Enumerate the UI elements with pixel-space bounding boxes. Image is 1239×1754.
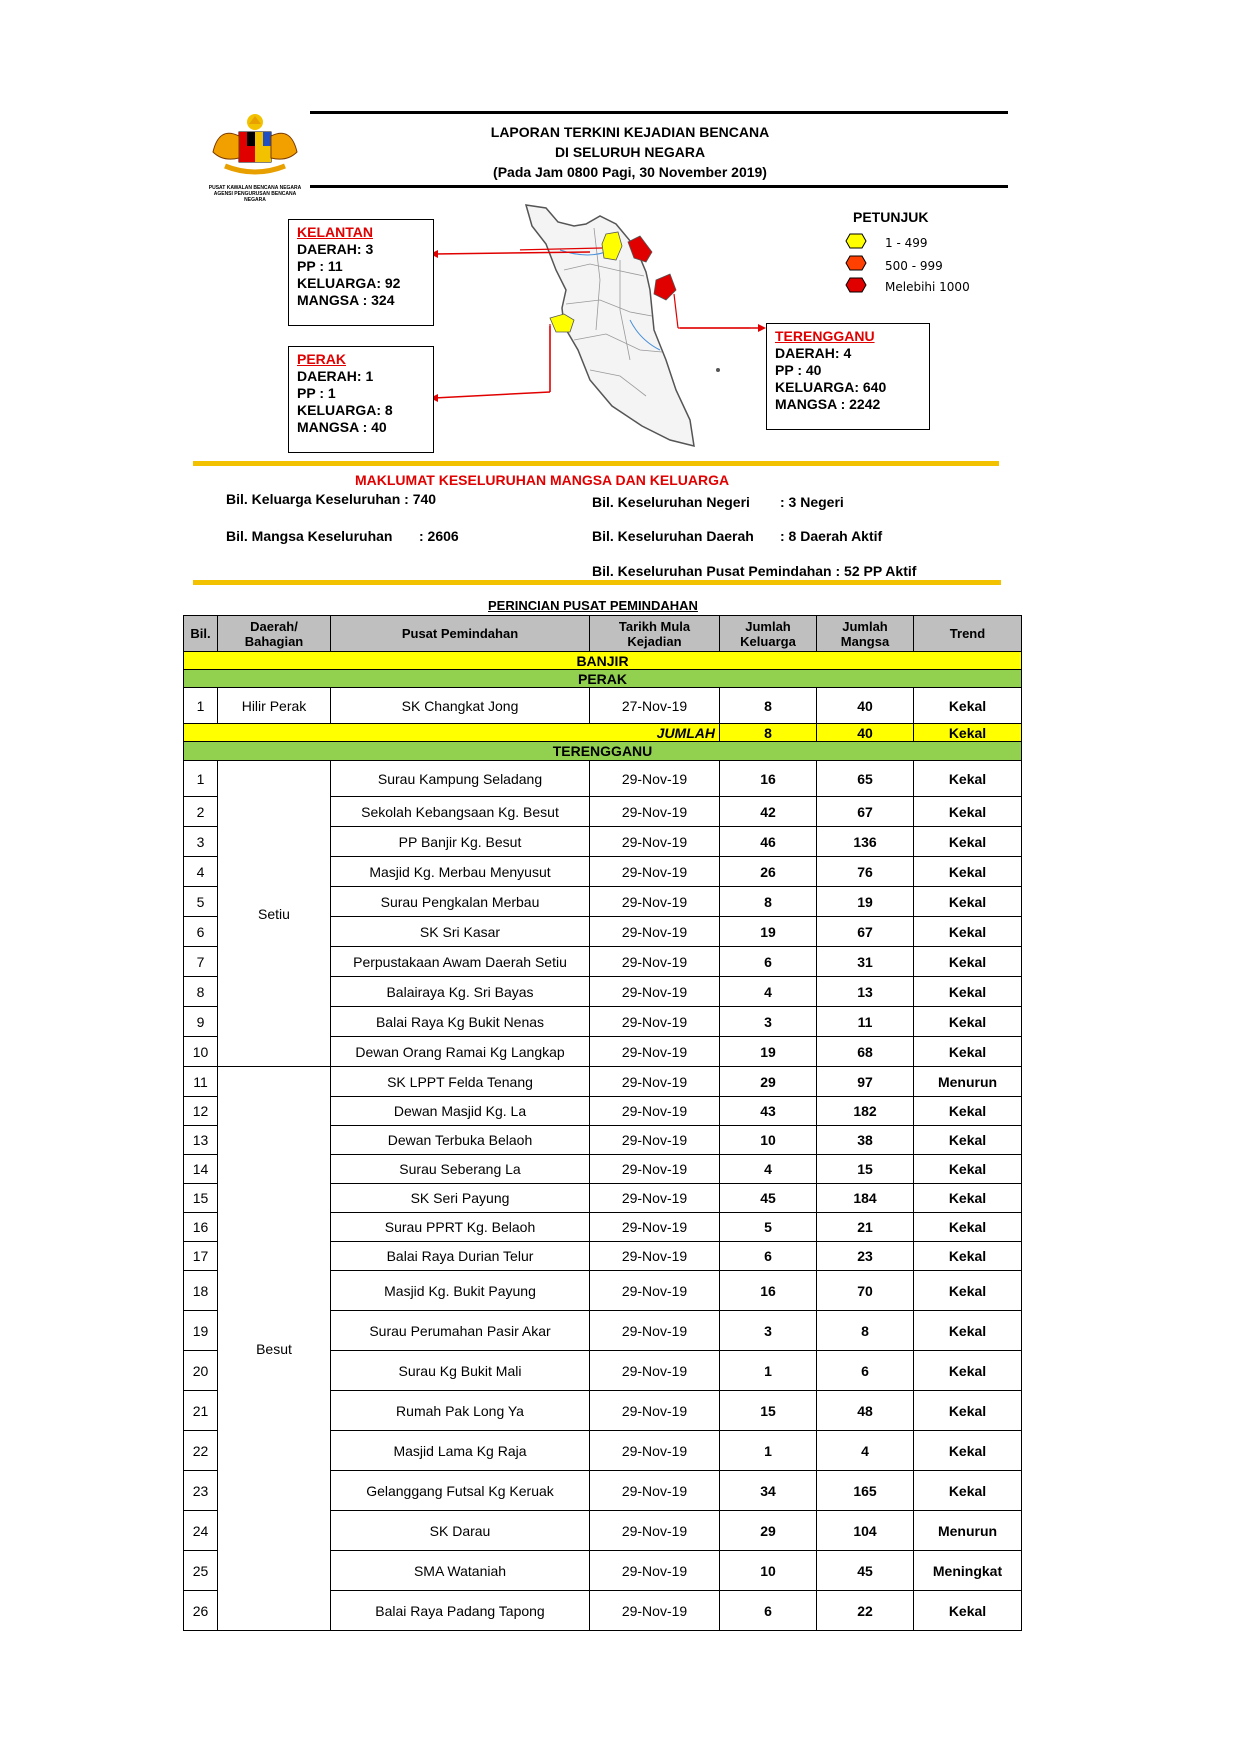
cell-keluarga: 3 bbox=[720, 1007, 817, 1037]
state-row bbox=[184, 670, 1022, 688]
cell-keluarga: 29 bbox=[720, 1511, 817, 1551]
cell-tarikh: 29-Nov-19 bbox=[590, 1511, 720, 1551]
cell-mangsa: 68 bbox=[817, 1037, 914, 1067]
cell-bil: 15 bbox=[184, 1184, 218, 1213]
cell-trend: Kekal bbox=[914, 1311, 1022, 1351]
col-mangsa-line: Mangsa bbox=[840, 633, 890, 649]
cell-keluarga: 8 bbox=[720, 688, 817, 724]
summary-negeri-value: : 3 Negeri bbox=[780, 494, 844, 510]
state-name: KELANTAN bbox=[297, 224, 373, 240]
cell-mangsa: 182 bbox=[817, 1097, 914, 1126]
agency-logo bbox=[205, 112, 305, 203]
cell-mangsa: 4 bbox=[817, 1431, 914, 1471]
cell-bil: 21 bbox=[184, 1391, 218, 1431]
cell-tarikh: 29-Nov-19 bbox=[590, 887, 720, 917]
cell-tarikh: 29-Nov-19 bbox=[590, 797, 720, 827]
pp-count: PP : 1 bbox=[297, 385, 336, 401]
cell-tarikh: 29-Nov-19 bbox=[590, 1391, 720, 1431]
cell-tarikh: 29-Nov-19 bbox=[590, 761, 720, 797]
disaster-row bbox=[184, 652, 1022, 670]
cell-bil: 17 bbox=[184, 1242, 218, 1271]
cell-mangsa: 19 bbox=[817, 887, 914, 917]
cell-trend: Kekal bbox=[914, 1126, 1022, 1155]
cell-trend: Kekal bbox=[914, 1097, 1022, 1126]
cell-keluarga: 6 bbox=[720, 1591, 817, 1631]
cell-bil: 22 bbox=[184, 1431, 218, 1471]
col-keluarga-line: Keluarga bbox=[740, 633, 796, 649]
cell-pusat: Surau PPRT Kg. Belaoh bbox=[331, 1213, 590, 1242]
cell-bil: 10 bbox=[184, 1037, 218, 1067]
disaster-type: BANJIR bbox=[184, 652, 1022, 670]
table-title: PERINCIAN PUSAT PEMINDAHAN bbox=[488, 598, 698, 613]
cell-pusat: SK Seri Payung bbox=[331, 1184, 590, 1213]
cell-pusat: SK Changkat Jong bbox=[331, 688, 590, 724]
legend-swatch-orange bbox=[845, 255, 867, 271]
cell-bil: 25 bbox=[184, 1551, 218, 1591]
summary-title: MAKLUMAT KESELURUHAN MANGSA DAN KELUARGA bbox=[355, 472, 730, 488]
report-date: (Pada Jam 0800 Pagi, 30 November 2019) bbox=[493, 164, 767, 180]
cell-tarikh: 29-Nov-19 bbox=[590, 1351, 720, 1391]
terengganu-box bbox=[766, 323, 930, 430]
cell-keluarga: 10 bbox=[720, 1126, 817, 1155]
cell-trend: Kekal bbox=[914, 1351, 1022, 1391]
cell-keluarga: 45 bbox=[720, 1184, 817, 1213]
cell-trend: Kekal bbox=[914, 887, 1022, 917]
cell-tarikh: 29-Nov-19 bbox=[590, 1037, 720, 1067]
cell-trend: Kekal bbox=[914, 688, 1022, 724]
cell-bil: 12 bbox=[184, 1097, 218, 1126]
cell-mangsa: 40 bbox=[817, 688, 914, 724]
cell-bil: 4 bbox=[184, 857, 218, 887]
cell-trend: Kekal bbox=[914, 857, 1022, 887]
cell-mangsa: 11 bbox=[817, 1007, 914, 1037]
cell-pusat: Gelanggang Futsal Kg Keruak bbox=[331, 1471, 590, 1511]
cell-mangsa: 45 bbox=[817, 1551, 914, 1591]
cell-pusat: Surau Seberang La bbox=[331, 1155, 590, 1184]
jumlah-mangsa: 40 bbox=[817, 724, 914, 742]
cell-bil: 24 bbox=[184, 1511, 218, 1551]
cell-bil: 23 bbox=[184, 1471, 218, 1511]
header-rule-bottom bbox=[310, 185, 1008, 188]
cell-trend: Kekal bbox=[914, 761, 1022, 797]
cell-keluarga: 26 bbox=[720, 857, 817, 887]
cell-mangsa: 184 bbox=[817, 1184, 914, 1213]
cell-tarikh: 29-Nov-19 bbox=[590, 1271, 720, 1311]
pp-count: PP : 40 bbox=[775, 362, 822, 378]
evacuation-table bbox=[183, 615, 1022, 1631]
cell-keluarga: 4 bbox=[720, 977, 817, 1007]
cell-tarikh: 29-Nov-19 bbox=[590, 1471, 720, 1511]
cell-pusat: Balai Raya Padang Tapong bbox=[331, 1591, 590, 1631]
jumlah-trend: Kekal bbox=[914, 724, 1022, 742]
cell-trend: Kekal bbox=[914, 1037, 1022, 1067]
keluarga-count: KELUARGA: 92 bbox=[297, 275, 401, 291]
cell-bil: 9 bbox=[184, 1007, 218, 1037]
logo-caption: AGENSI PENGURUSAN BENCANA NEGARA bbox=[213, 191, 297, 203]
col-tarikh-line: Kejadian bbox=[627, 633, 682, 649]
cell-bil: 2 bbox=[184, 797, 218, 827]
daerah-count: DAERAH: 3 bbox=[297, 241, 374, 257]
cell-pusat: Balairaya Kg. Sri Bayas bbox=[331, 977, 590, 1007]
cell-mangsa: 48 bbox=[817, 1391, 914, 1431]
cell-mangsa: 13 bbox=[817, 977, 914, 1007]
cell-keluarga: 4 bbox=[720, 1155, 817, 1184]
daerah-count: DAERAH: 4 bbox=[775, 345, 852, 361]
daerah-count: DAERAH: 1 bbox=[297, 368, 374, 384]
cell-keluarga: 19 bbox=[720, 1037, 817, 1067]
cell-keluarga: 5 bbox=[720, 1213, 817, 1242]
cell-bil: 13 bbox=[184, 1126, 218, 1155]
report-title bbox=[420, 122, 840, 182]
cell-bil: 1 bbox=[184, 688, 218, 724]
cell-keluarga: 16 bbox=[720, 761, 817, 797]
cell-mangsa: 97 bbox=[817, 1067, 914, 1097]
summary-pp: Bil. Keseluruhan Pusat Pemindahan : 52 PP Aktif bbox=[592, 563, 917, 579]
cell-keluarga: 1 bbox=[720, 1351, 817, 1391]
mangsa-count: MANGSA : 324 bbox=[297, 292, 395, 308]
cell-bil: 5 bbox=[184, 887, 218, 917]
col-trend: Trend bbox=[914, 616, 1022, 652]
cell-bil: 16 bbox=[184, 1213, 218, 1242]
cell-trend: Kekal bbox=[914, 1271, 1022, 1311]
summary-mangsa-value: : 2606 bbox=[419, 528, 459, 544]
cell-trend: Kekal bbox=[914, 827, 1022, 857]
cell-bil: 1 bbox=[184, 761, 218, 797]
cell-trend: Kekal bbox=[914, 1242, 1022, 1271]
cell-tarikh: 29-Nov-19 bbox=[590, 1184, 720, 1213]
cell-pusat: Masjid Kg. Bukit Payung bbox=[331, 1271, 590, 1311]
cell-trend: Kekal bbox=[914, 1007, 1022, 1037]
cell-keluarga: 19 bbox=[720, 917, 817, 947]
mangsa-count: MANGSA : 2242 bbox=[775, 396, 881, 412]
col-mangsa bbox=[817, 616, 914, 652]
cell-bil: 3 bbox=[184, 827, 218, 857]
cell-keluarga: 6 bbox=[720, 947, 817, 977]
cell-pusat: Masjid Kg. Merbau Menyusut bbox=[331, 857, 590, 887]
cell-tarikh: 29-Nov-19 bbox=[590, 1242, 720, 1271]
cell-tarikh: 29-Nov-19 bbox=[590, 827, 720, 857]
cell-mangsa: 165 bbox=[817, 1471, 914, 1511]
cell-daerah: Hilir Perak bbox=[218, 688, 331, 724]
cell-mangsa: 15 bbox=[817, 1155, 914, 1184]
cell-pusat: Surau Perumahan Pasir Akar bbox=[331, 1311, 590, 1351]
cell-tarikh: 29-Nov-19 bbox=[590, 1097, 720, 1126]
report-title-line: LAPORAN TERKINI KEJADIAN BENCANA bbox=[490, 124, 770, 140]
cell-tarikh: 29-Nov-19 bbox=[590, 917, 720, 947]
cell-daerah: Setiu bbox=[218, 761, 331, 1067]
legend-label: Melebihi 1000 bbox=[885, 280, 970, 294]
cell-keluarga: 15 bbox=[720, 1391, 817, 1431]
cell-mangsa: 31 bbox=[817, 947, 914, 977]
cell-tarikh: 29-Nov-19 bbox=[590, 857, 720, 887]
logo-caption: PUSAT KAWALAN BENCANA NEGARA bbox=[208, 185, 302, 191]
cell-tarikh: 29-Nov-19 bbox=[590, 1155, 720, 1184]
col-daerah bbox=[218, 616, 331, 652]
cell-pusat: Dewan Terbuka Belaoh bbox=[331, 1126, 590, 1155]
cell-keluarga: 16 bbox=[720, 1271, 817, 1311]
col-daerah-line: Daerah/ bbox=[250, 618, 298, 634]
cell-trend: Kekal bbox=[914, 1184, 1022, 1213]
summary-keluarga: Bil. Keluarga Keseluruhan : 740 bbox=[226, 491, 437, 507]
cell-keluarga: 6 bbox=[720, 1242, 817, 1271]
col-keluarga-line: Jumlah bbox=[745, 618, 791, 634]
cell-pusat: Perpustakaan Awam Daerah Setiu bbox=[331, 947, 590, 977]
cell-pusat: Surau Kampung Seladang bbox=[331, 761, 590, 797]
cell-mangsa: 23 bbox=[817, 1242, 914, 1271]
col-keluarga bbox=[720, 616, 817, 652]
legend-swatch-red bbox=[845, 277, 867, 293]
header-rule-top bbox=[310, 111, 1008, 114]
coat-of-arms-icon bbox=[205, 112, 305, 180]
cell-tarikh: 29-Nov-19 bbox=[590, 1213, 720, 1242]
col-pusat: Pusat Pemindahan bbox=[331, 616, 590, 652]
cell-keluarga: 8 bbox=[720, 887, 817, 917]
jumlah-label: JUMLAH bbox=[184, 724, 720, 742]
keluarga-count: KELUARGA: 640 bbox=[775, 379, 887, 395]
cell-mangsa: 65 bbox=[817, 761, 914, 797]
col-bil: Bil. bbox=[184, 616, 218, 652]
state-name: TERENGGANU bbox=[184, 742, 1022, 761]
legend-label: 500 - 999 bbox=[885, 259, 943, 273]
cell-trend: Menurun bbox=[914, 1511, 1022, 1551]
jumlah-keluarga: 8 bbox=[720, 724, 817, 742]
cell-mangsa: 22 bbox=[817, 1591, 914, 1631]
cell-trend: Kekal bbox=[914, 1431, 1022, 1471]
state-row bbox=[184, 742, 1022, 761]
cell-daerah: Besut bbox=[218, 1067, 331, 1631]
summary-mangsa-label: Bil. Mangsa Keseluruhan bbox=[226, 528, 393, 544]
legend-title: PETUNJUK bbox=[853, 209, 929, 225]
state-name: PERAK bbox=[297, 351, 347, 367]
table-row bbox=[184, 688, 1022, 724]
cell-keluarga: 10 bbox=[720, 1551, 817, 1591]
cell-tarikh: 29-Nov-19 bbox=[590, 1551, 720, 1591]
table-row bbox=[184, 761, 1022, 797]
jumlah-row bbox=[184, 724, 1022, 742]
cell-tarikh: 29-Nov-19 bbox=[590, 1067, 720, 1097]
cell-pusat: SMA Wataniah bbox=[331, 1551, 590, 1591]
cell-trend: Kekal bbox=[914, 797, 1022, 827]
pp-count: PP : 11 bbox=[297, 258, 343, 274]
legend-label: 1 - 499 bbox=[885, 236, 928, 250]
cell-pusat: Sekolah Kebangsaan Kg. Besut bbox=[331, 797, 590, 827]
cell-tarikh: 29-Nov-19 bbox=[590, 947, 720, 977]
cell-pusat: PP Banjir Kg. Besut bbox=[331, 827, 590, 857]
table-header-row bbox=[184, 616, 1022, 652]
cell-keluarga: 3 bbox=[720, 1311, 817, 1351]
perak-box bbox=[288, 346, 434, 453]
cell-pusat: Masjid Lama Kg Raja bbox=[331, 1431, 590, 1471]
terengganu-rows bbox=[184, 761, 1022, 1631]
cell-bil: 20 bbox=[184, 1351, 218, 1391]
cell-trend: Kekal bbox=[914, 1213, 1022, 1242]
col-tarikh-line: Tarikh Mula bbox=[618, 618, 691, 634]
summary-daerah-value: : 8 Daerah Aktif bbox=[780, 528, 883, 544]
cell-trend: Kekal bbox=[914, 1155, 1022, 1184]
cell-bil: 7 bbox=[184, 947, 218, 977]
cell-mangsa: 70 bbox=[817, 1271, 914, 1311]
cell-bil: 18 bbox=[184, 1271, 218, 1311]
cell-keluarga: 1 bbox=[720, 1431, 817, 1471]
cell-tarikh: 29-Nov-19 bbox=[590, 1591, 720, 1631]
col-tarikh bbox=[590, 616, 720, 652]
cell-tarikh: 27-Nov-19 bbox=[590, 688, 720, 724]
cell-bil: 11 bbox=[184, 1067, 218, 1097]
kelantan-box bbox=[288, 219, 434, 326]
cell-trend: Kekal bbox=[914, 1591, 1022, 1631]
cell-tarikh: 29-Nov-19 bbox=[590, 977, 720, 1007]
summary-rule-top bbox=[193, 461, 999, 466]
callout-arrows bbox=[430, 240, 770, 410]
cell-mangsa: 67 bbox=[817, 797, 914, 827]
report-title-line: DI SELURUH NEGARA bbox=[554, 144, 706, 160]
cell-pusat: SK Darau bbox=[331, 1511, 590, 1551]
cell-trend: Meningkat bbox=[914, 1551, 1022, 1591]
state-name: PERAK bbox=[184, 670, 1022, 688]
cell-pusat: Dewan Orang Ramai Kg Langkap bbox=[331, 1037, 590, 1067]
cell-bil: 19 bbox=[184, 1311, 218, 1351]
legend-swatch-yellow bbox=[845, 233, 867, 249]
keluarga-count: KELUARGA: 8 bbox=[297, 402, 393, 418]
cell-trend: Kekal bbox=[914, 917, 1022, 947]
cell-pusat: Dewan Masjid Kg. La bbox=[331, 1097, 590, 1126]
mangsa-count: MANGSA : 40 bbox=[297, 419, 387, 435]
cell-trend: Kekal bbox=[914, 1391, 1022, 1431]
cell-bil: 14 bbox=[184, 1155, 218, 1184]
cell-mangsa: 136 bbox=[817, 827, 914, 857]
cell-mangsa: 21 bbox=[817, 1213, 914, 1242]
cell-mangsa: 8 bbox=[817, 1311, 914, 1351]
state-name: TERENGGANU bbox=[775, 328, 875, 344]
cell-bil: 8 bbox=[184, 977, 218, 1007]
cell-bil: 6 bbox=[184, 917, 218, 947]
cell-mangsa: 104 bbox=[817, 1511, 914, 1551]
cell-bil: 26 bbox=[184, 1591, 218, 1631]
col-mangsa-line: Jumlah bbox=[842, 618, 888, 634]
cell-pusat: Rumah Pak Long Ya bbox=[331, 1391, 590, 1431]
cell-trend: Kekal bbox=[914, 977, 1022, 1007]
col-daerah-line: Bahagian bbox=[244, 633, 304, 649]
cell-pusat: Surau Pengkalan Merbau bbox=[331, 887, 590, 917]
cell-pusat: Balai Raya Kg Bukit Nenas bbox=[331, 1007, 590, 1037]
cell-tarikh: 29-Nov-19 bbox=[590, 1126, 720, 1155]
cell-keluarga: 29 bbox=[720, 1067, 817, 1097]
cell-tarikh: 29-Nov-19 bbox=[590, 1007, 720, 1037]
summary-rule-bottom bbox=[193, 580, 1001, 585]
cell-pusat: SK LPPT Felda Tenang bbox=[331, 1067, 590, 1097]
summary-daerah-label: Bil. Keseluruhan Daerah bbox=[592, 528, 754, 544]
cell-pusat: Surau Kg Bukit Mali bbox=[331, 1351, 590, 1391]
cell-pusat: SK Sri Kasar bbox=[331, 917, 590, 947]
cell-pusat: Balai Raya Durian Telur bbox=[331, 1242, 590, 1271]
cell-mangsa: 67 bbox=[817, 917, 914, 947]
cell-keluarga: 43 bbox=[720, 1097, 817, 1126]
cell-mangsa: 38 bbox=[817, 1126, 914, 1155]
cell-trend: Menurun bbox=[914, 1067, 1022, 1097]
cell-tarikh: 29-Nov-19 bbox=[590, 1311, 720, 1351]
cell-keluarga: 42 bbox=[720, 797, 817, 827]
cell-keluarga: 34 bbox=[720, 1471, 817, 1511]
table-row bbox=[184, 1067, 1022, 1097]
cell-mangsa: 6 bbox=[817, 1351, 914, 1391]
cell-tarikh: 29-Nov-19 bbox=[590, 1431, 720, 1471]
cell-mangsa: 76 bbox=[817, 857, 914, 887]
cell-trend: Kekal bbox=[914, 1471, 1022, 1511]
summary-negeri-label: Bil. Keseluruhan Negeri bbox=[592, 494, 750, 510]
cell-keluarga: 46 bbox=[720, 827, 817, 857]
cell-trend: Kekal bbox=[914, 947, 1022, 977]
